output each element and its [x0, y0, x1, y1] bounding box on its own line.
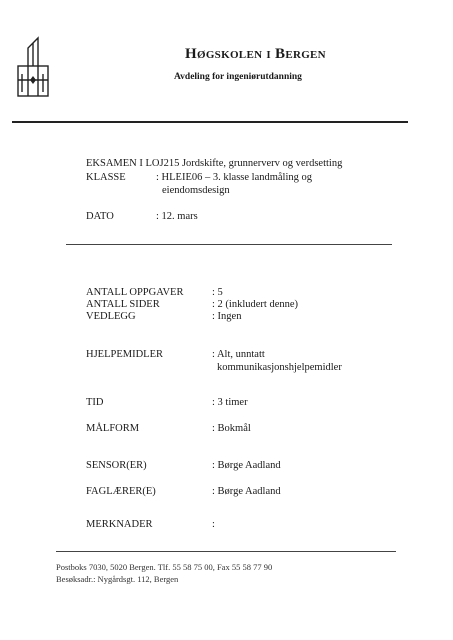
field-examiner: [86, 459, 406, 473]
field-label: VEDLEGG: [86, 311, 136, 322]
institution-name: Høgskolen i Bergen: [185, 46, 326, 62]
field-value: : Alt, unntatt: [212, 349, 265, 360]
field-label: MERKNADER: [86, 519, 153, 530]
field-value-cont: kommunikasjonshjelpemidler: [217, 362, 342, 373]
footer-divider: [56, 551, 396, 552]
footer-visit-address: Besøksadr.: Nygårdsgt. 112, Bergen: [56, 574, 179, 584]
field-value: : 12. mars: [156, 211, 198, 222]
field-label: TID: [86, 397, 104, 408]
department-name: Avdeling for ingeniørutdanning: [174, 72, 302, 82]
field-value: :: [212, 519, 215, 530]
field-value-cont: eiendomsdesign: [162, 185, 230, 196]
field-label: ANTALL SIDER: [86, 299, 160, 310]
field-attachments: [86, 310, 406, 324]
field-value: : Bokmål: [212, 423, 251, 434]
field-time: [86, 396, 406, 410]
field-label: DATO: [86, 211, 114, 222]
field-date: [86, 210, 406, 224]
field-value: : 3 timer: [212, 397, 248, 408]
field-value: : 2 (inkludert denne): [212, 299, 299, 310]
field-remarks: [86, 518, 406, 532]
field-language: [86, 422, 406, 436]
institution-logo-icon: [16, 36, 50, 98]
header-divider: [12, 121, 408, 123]
field-value: : HLEIE06 – 3. klasse landmåling og: [156, 172, 313, 183]
field-teacher: [86, 485, 406, 499]
field-value: : Ingen: [212, 311, 242, 322]
field-value: : 5: [212, 287, 223, 298]
footer-address: Postboks 7030, 5020 Bergen. Tlf. 55 58 75 00, Fax 55 58 77 90: [56, 562, 273, 572]
field-label: FAGLÆRER(E): [86, 486, 156, 497]
field-label: ANTALL OPPGAVER: [86, 287, 184, 298]
field-label: MÅLFORM: [86, 423, 140, 434]
field-aids: [86, 348, 406, 376]
field-value: : Børge Aadland: [212, 460, 281, 471]
field-label: SENSOR(ER): [86, 460, 147, 471]
field-value: : Børge Aadland: [212, 486, 281, 497]
field-class: [86, 171, 406, 211]
exam-title: EKSAMEN I LOJ215 Jordskifte, grunnerverv og verdsetting: [86, 158, 343, 169]
section-divider: [66, 244, 392, 245]
field-label: HJELPEMIDLER: [86, 349, 163, 360]
field-label: KLASSE: [86, 172, 126, 183]
